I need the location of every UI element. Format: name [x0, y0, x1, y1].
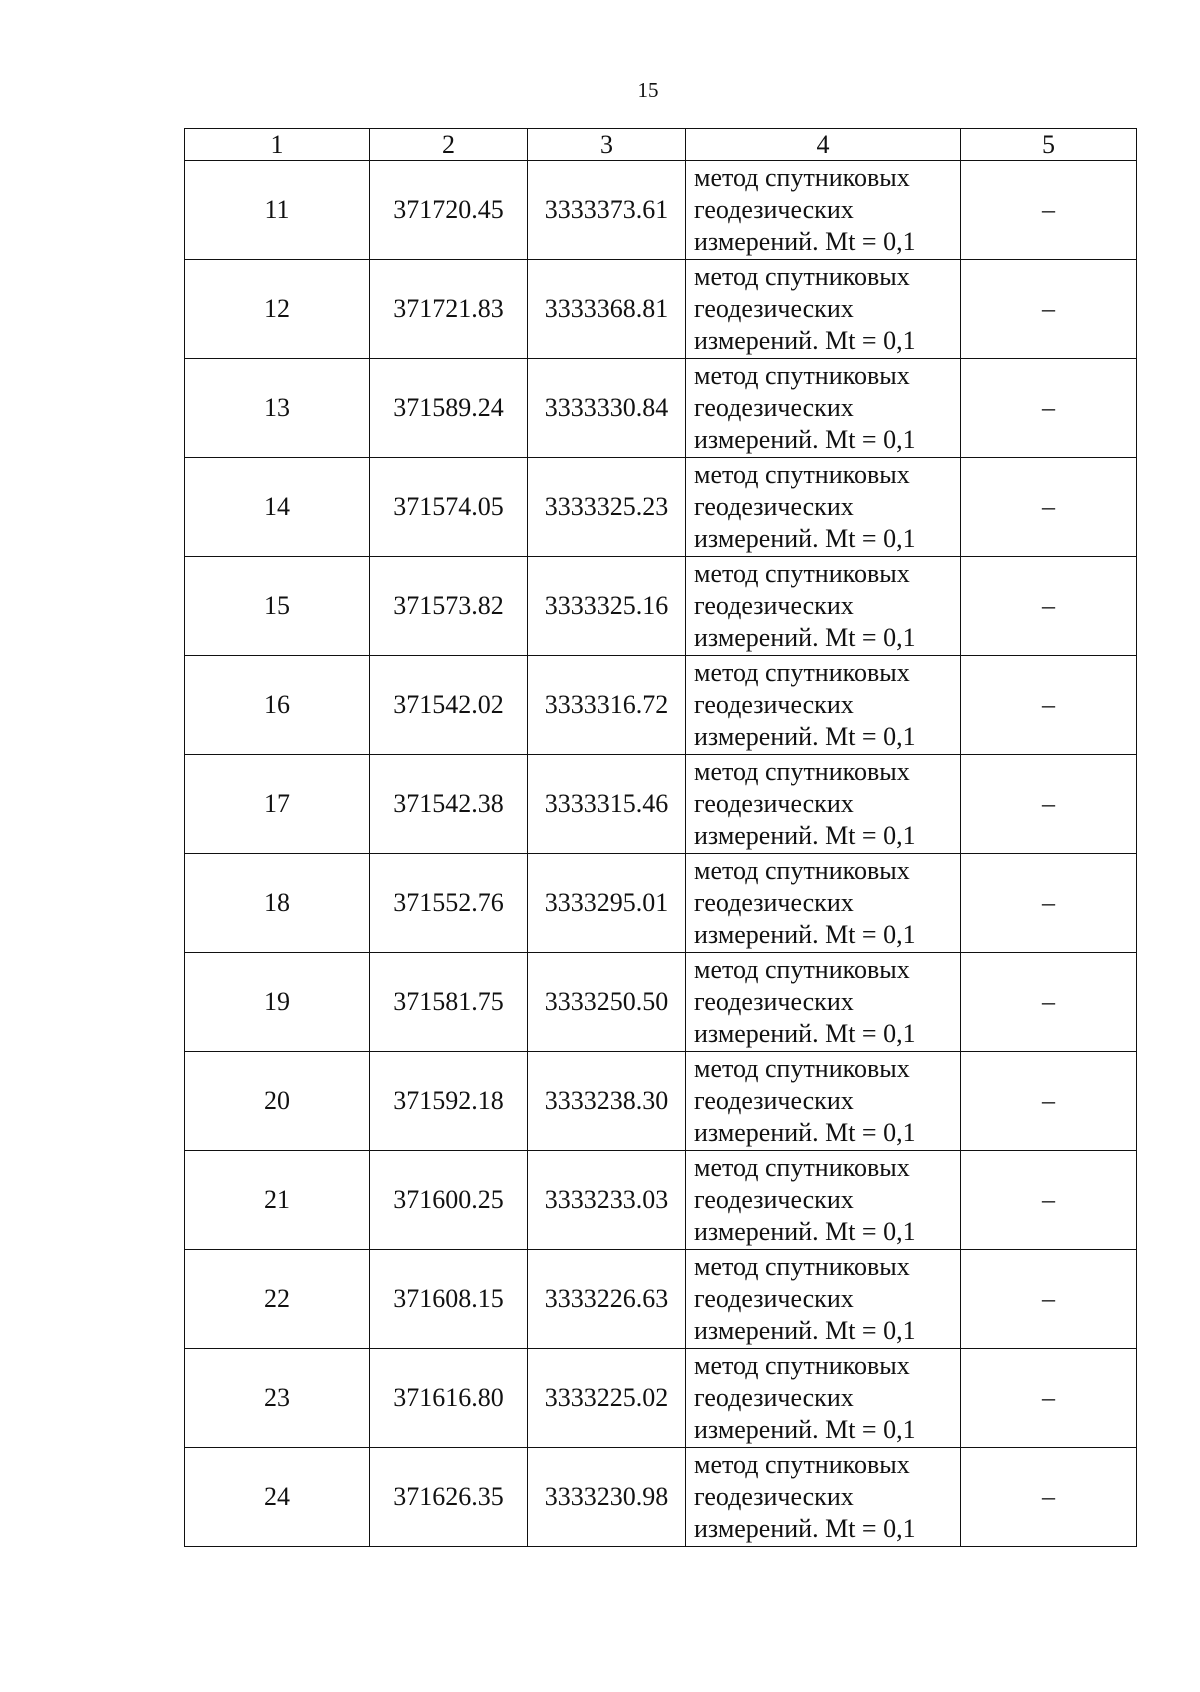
- method-line: измерений. Mt = 0,1: [694, 524, 916, 553]
- note-cell: –: [961, 854, 1137, 953]
- note-cell: –: [961, 1448, 1137, 1547]
- method-line: метод спутниковых: [694, 559, 910, 588]
- note-cell: –: [961, 458, 1137, 557]
- method-line: метод спутниковых: [694, 262, 910, 291]
- method-line: геодезических: [694, 591, 854, 620]
- note-cell: –: [961, 1349, 1137, 1448]
- y-coordinate-cell: 3333233.03: [528, 1151, 686, 1250]
- point-number-cell: 16: [185, 656, 370, 755]
- x-coordinate-cell: 371721.83: [370, 260, 528, 359]
- method-line: геодезических: [694, 888, 854, 917]
- column-header: 5: [961, 129, 1137, 161]
- method-cell: [686, 1349, 961, 1448]
- y-coordinate-cell: 3333315.46: [528, 755, 686, 854]
- y-coordinate-cell: 3333238.30: [528, 1052, 686, 1151]
- method-line: измерений. Mt = 0,1: [694, 623, 916, 652]
- method-line: геодезических: [694, 393, 854, 422]
- table-row: [185, 1151, 1137, 1250]
- method-line: измерений. Mt = 0,1: [694, 1118, 916, 1147]
- method-line: измерений. Mt = 0,1: [694, 1217, 916, 1246]
- x-coordinate-cell: 371552.76: [370, 854, 528, 953]
- point-number-cell: 13: [185, 359, 370, 458]
- table-row: [185, 161, 1137, 260]
- note-cell: –: [961, 359, 1137, 458]
- coordinates-table: [184, 128, 1137, 1547]
- method-line: измерений. Mt = 0,1: [694, 920, 916, 949]
- method-line: геодезических: [694, 1185, 854, 1214]
- y-coordinate-cell: 3333325.16: [528, 557, 686, 656]
- table-row: [185, 1448, 1137, 1547]
- method-line: метод спутниковых: [694, 1153, 910, 1182]
- column-header: 3: [528, 129, 686, 161]
- method-cell: [686, 557, 961, 656]
- table-row: [185, 1052, 1137, 1151]
- method-line: измерений. Mt = 0,1: [694, 722, 916, 751]
- method-cell: [686, 161, 961, 260]
- method-cell: [686, 656, 961, 755]
- method-line: измерений. Mt = 0,1: [694, 1514, 916, 1543]
- method-line: геодезических: [694, 1383, 854, 1412]
- table-row: [185, 458, 1137, 557]
- x-coordinate-cell: 371608.15: [370, 1250, 528, 1349]
- method-cell: [686, 1448, 961, 1547]
- method-cell: [686, 260, 961, 359]
- point-number-cell: 23: [185, 1349, 370, 1448]
- note-cell: –: [961, 755, 1137, 854]
- method-line: метод спутниковых: [694, 658, 910, 687]
- method-cell: [686, 953, 961, 1052]
- x-coordinate-cell: 371589.24: [370, 359, 528, 458]
- table-row: [185, 1250, 1137, 1349]
- method-line: метод спутниковых: [694, 361, 910, 390]
- method-line: геодезических: [694, 1086, 854, 1115]
- point-number-cell: 19: [185, 953, 370, 1052]
- x-coordinate-cell: 371542.38: [370, 755, 528, 854]
- method-cell: [686, 1151, 961, 1250]
- method-line: метод спутниковых: [694, 757, 910, 786]
- method-line: измерений. Mt = 0,1: [694, 227, 916, 256]
- x-coordinate-cell: 371581.75: [370, 953, 528, 1052]
- table-body: [185, 129, 1137, 1547]
- x-coordinate-cell: 371626.35: [370, 1448, 528, 1547]
- method-line: измерений. Mt = 0,1: [694, 821, 916, 850]
- table-row: [185, 755, 1137, 854]
- method-cell: [686, 458, 961, 557]
- point-number-cell: 20: [185, 1052, 370, 1151]
- method-line: метод спутниковых: [694, 1054, 910, 1083]
- point-number-cell: 21: [185, 1151, 370, 1250]
- method-line: метод спутниковых: [694, 1450, 910, 1479]
- y-coordinate-cell: 3333330.84: [528, 359, 686, 458]
- column-header: 1: [185, 129, 370, 161]
- method-line: метод спутниковых: [694, 1351, 910, 1380]
- point-number-cell: 18: [185, 854, 370, 953]
- method-cell: [686, 854, 961, 953]
- table-row: [185, 359, 1137, 458]
- note-cell: –: [961, 1250, 1137, 1349]
- method-line: метод спутниковых: [694, 163, 910, 192]
- method-cell: [686, 1052, 961, 1151]
- point-number-cell: 22: [185, 1250, 370, 1349]
- y-coordinate-cell: 3333226.63: [528, 1250, 686, 1349]
- method-cell: [686, 755, 961, 854]
- x-coordinate-cell: 371600.25: [370, 1151, 528, 1250]
- y-coordinate-cell: 3333250.50: [528, 953, 686, 1052]
- y-coordinate-cell: 3333230.98: [528, 1448, 686, 1547]
- method-line: метод спутниковых: [694, 460, 910, 489]
- x-coordinate-cell: 371592.18: [370, 1052, 528, 1151]
- note-cell: –: [961, 557, 1137, 656]
- table-row: [185, 1349, 1137, 1448]
- y-coordinate-cell: 3333225.02: [528, 1349, 686, 1448]
- note-cell: –: [961, 1151, 1137, 1250]
- y-coordinate-cell: 3333368.81: [528, 260, 686, 359]
- note-cell: –: [961, 953, 1137, 1052]
- point-number-cell: 15: [185, 557, 370, 656]
- table-row: [185, 557, 1137, 656]
- x-coordinate-cell: 371720.45: [370, 161, 528, 260]
- table-row: [185, 854, 1137, 953]
- method-line: геодезических: [694, 294, 854, 323]
- column-header: 4: [686, 129, 961, 161]
- method-line: метод спутниковых: [694, 955, 910, 984]
- x-coordinate-cell: 371573.82: [370, 557, 528, 656]
- method-line: геодезических: [694, 492, 854, 521]
- point-number-cell: 17: [185, 755, 370, 854]
- method-line: измерений. Mt = 0,1: [694, 1019, 916, 1048]
- method-line: геодезических: [694, 690, 854, 719]
- x-coordinate-cell: 371616.80: [370, 1349, 528, 1448]
- x-coordinate-cell: 371574.05: [370, 458, 528, 557]
- point-number-cell: 11: [185, 161, 370, 260]
- note-cell: –: [961, 260, 1137, 359]
- method-line: измерений. Mt = 0,1: [694, 425, 916, 454]
- table-row: [185, 656, 1137, 755]
- method-cell: [686, 359, 961, 458]
- method-cell: [686, 1250, 961, 1349]
- point-number-cell: 24: [185, 1448, 370, 1547]
- method-line: геодезических: [694, 789, 854, 818]
- y-coordinate-cell: 3333325.23: [528, 458, 686, 557]
- method-line: измерений. Mt = 0,1: [694, 1316, 916, 1345]
- y-coordinate-cell: 3333316.72: [528, 656, 686, 755]
- y-coordinate-cell: 3333295.01: [528, 854, 686, 953]
- method-line: геодезических: [694, 1482, 854, 1511]
- point-number-cell: 12: [185, 260, 370, 359]
- column-header: 2: [370, 129, 528, 161]
- method-line: геодезических: [694, 987, 854, 1016]
- note-cell: –: [961, 1052, 1137, 1151]
- method-line: геодезических: [694, 195, 854, 224]
- method-line: геодезических: [694, 1284, 854, 1313]
- method-line: измерений. Mt = 0,1: [694, 326, 916, 355]
- page-number: 15: [637, 78, 659, 102]
- method-line: метод спутниковых: [694, 856, 910, 885]
- y-coordinate-cell: 3333373.61: [528, 161, 686, 260]
- table-header-row: [185, 129, 1137, 161]
- x-coordinate-cell: 371542.02: [370, 656, 528, 755]
- method-line: измерений. Mt = 0,1: [694, 1415, 916, 1444]
- table-row: [185, 953, 1137, 1052]
- method-line: метод спутниковых: [694, 1252, 910, 1281]
- note-cell: –: [961, 161, 1137, 260]
- table-row: [185, 260, 1137, 359]
- point-number-cell: 14: [185, 458, 370, 557]
- note-cell: –: [961, 656, 1137, 755]
